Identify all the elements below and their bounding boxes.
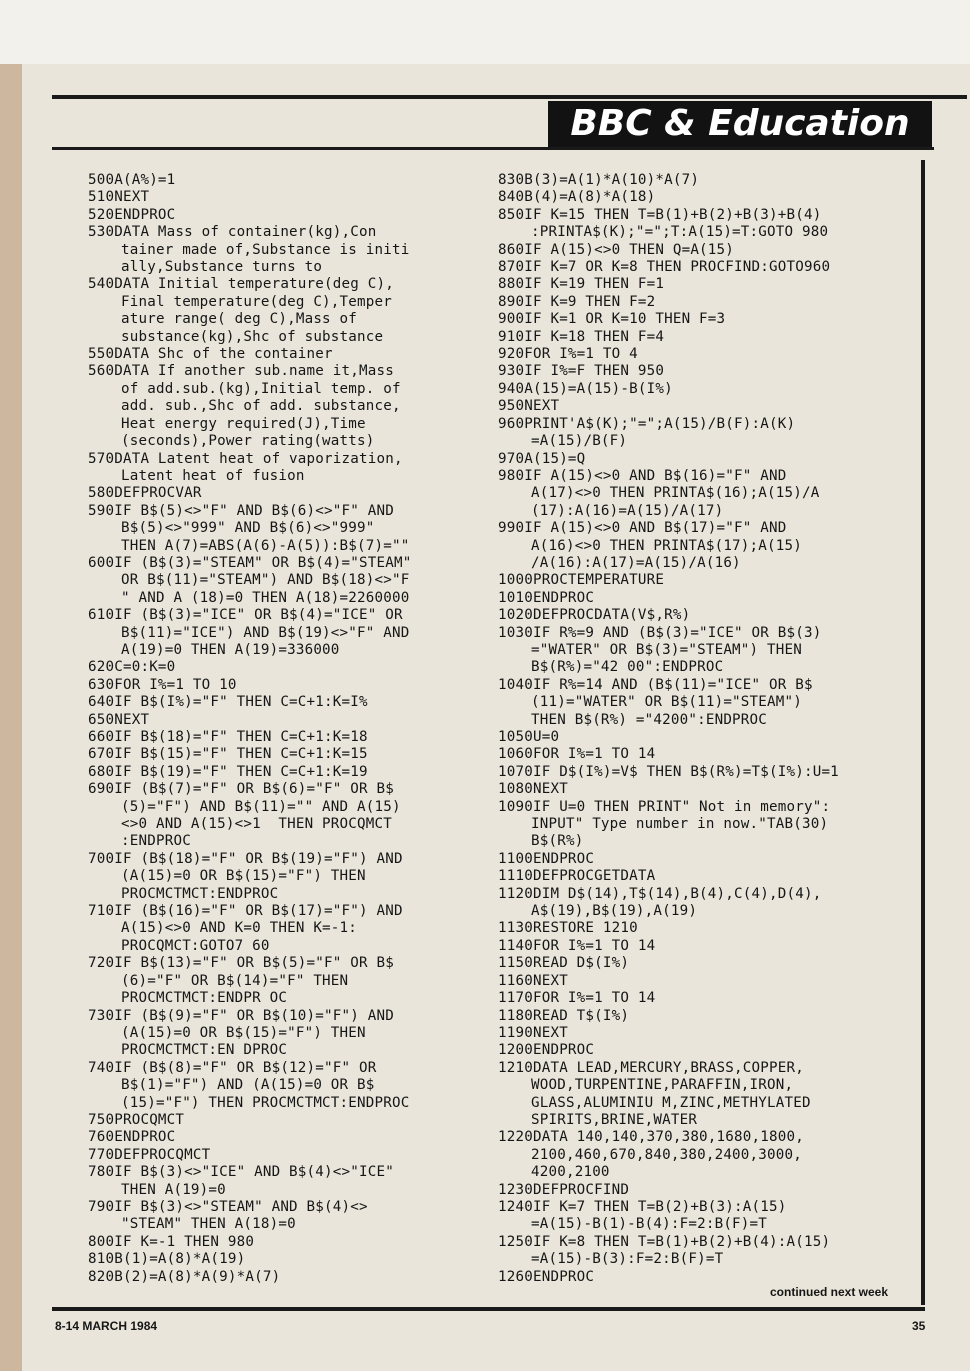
code-line: 610IF (B$(3)="ICE" OR B$(4)="ICE" OR bbox=[88, 607, 403, 624]
program-statement bbox=[498, 990, 908, 1007]
code-line: 670IF B$(15)="F" THEN C=C+1:K=15 bbox=[88, 746, 368, 763]
code-line: 1190NEXT bbox=[498, 1024, 568, 1041]
section-banner: BBC & Education bbox=[548, 101, 932, 147]
code-line: 680IF B$(19)="F" THEN C=C+1:K=19 bbox=[88, 763, 368, 780]
code-line: 1010ENDPROC bbox=[498, 589, 595, 606]
code-line: 860IF A(15)<>0 THEN Q=A(15) bbox=[498, 241, 735, 258]
program-statement bbox=[498, 468, 908, 520]
program-statement bbox=[498, 764, 908, 781]
code-line-continuation: 4200,2100 bbox=[531, 1164, 610, 1181]
page-number: 35 bbox=[912, 1319, 926, 1333]
code-line-continuation: (A(15)=0 OR B$(15)="F") THEN bbox=[121, 1024, 366, 1041]
program-statement bbox=[88, 451, 483, 486]
code-line-continuation: :ENDPROC bbox=[121, 833, 191, 850]
code-line: 1230DEFPROCFIND bbox=[498, 1181, 630, 1198]
code-line: 1200ENDPROC bbox=[498, 1042, 595, 1059]
program-statement bbox=[88, 764, 483, 781]
program-statement bbox=[498, 746, 908, 763]
code-line: 1170FOR I%=1 TO 14 bbox=[498, 990, 656, 1007]
program-statement bbox=[498, 311, 908, 328]
code-line-continuation: (11)="WATER" OR B$(11)="STEAM") bbox=[531, 694, 802, 711]
code-line-continuation: PROCMCTMCT:ENDPROC bbox=[121, 885, 279, 902]
page-top-margin bbox=[0, 0, 970, 64]
code-line: 1130RESTORE 1210 bbox=[498, 920, 638, 937]
program-statement bbox=[498, 346, 908, 363]
program-statement bbox=[498, 189, 908, 206]
code-line: 540DATA Initial temperature(deg C), bbox=[88, 276, 394, 293]
program-statement bbox=[88, 659, 483, 676]
code-line: 690IF (B$(7)="F" OR B$(6)="F" OR B$ bbox=[88, 781, 394, 798]
program-statement bbox=[88, 712, 483, 729]
code-line: 1070IF D$(I%)=V$ THEN B$(R%)=T$(I%):U=1 bbox=[498, 763, 839, 780]
program-statement bbox=[498, 207, 908, 242]
code-line: 1160NEXT bbox=[498, 972, 568, 989]
program-statement bbox=[88, 1060, 483, 1112]
program-statement bbox=[88, 224, 483, 276]
code-line-continuation: " AND A (18)=0 THEN A(18)=2260000 bbox=[121, 589, 410, 606]
program-statement bbox=[88, 1164, 483, 1199]
program-statement bbox=[498, 1025, 908, 1042]
code-line-continuation: A$(19),B$(19),A(19) bbox=[531, 903, 698, 920]
code-line: 560DATA If another sub.name it,Mass bbox=[88, 363, 394, 380]
program-statement bbox=[498, 242, 908, 259]
code-line: 960PRINT'A$(K);"=";A(15)/B(F):A(K) bbox=[498, 415, 796, 432]
code-line: 850IF K=15 THEN T=B(1)+B(2)+B(3)+B(4) bbox=[498, 206, 822, 223]
program-statement bbox=[498, 851, 908, 868]
code-line: 910IF K=18 THEN F=4 bbox=[498, 328, 665, 345]
code-line: 760ENDPROC bbox=[88, 1129, 176, 1146]
program-statement bbox=[88, 1199, 483, 1234]
continued-note: continued next week bbox=[770, 1285, 889, 1299]
program-statement bbox=[498, 1042, 908, 1059]
code-line: 720IF B$(13)="F" OR B$(5)="F" OR B$ bbox=[88, 955, 394, 972]
program-statement bbox=[88, 189, 483, 206]
code-line-continuation: ature range( deg C),Mass of bbox=[121, 311, 358, 328]
code-line-continuation: THEN A(19)=0 bbox=[121, 1181, 226, 1198]
program-statement bbox=[498, 607, 908, 624]
code-line-continuation: =A(15)-B(1)-B(4):F=2:B(F)=T bbox=[531, 1216, 768, 1233]
program-statement bbox=[498, 398, 908, 415]
program-statement bbox=[498, 416, 908, 451]
program-statement bbox=[88, 1129, 483, 1146]
code-line-continuation: INPUT" Type number in now."TAB(30) bbox=[531, 816, 829, 833]
code-line: 630FOR I%=1 TO 10 bbox=[88, 676, 237, 693]
program-statement bbox=[88, 746, 483, 763]
code-line: 990IF A(15)<>0 AND B$(17)="F" AND bbox=[498, 520, 787, 537]
program-statement bbox=[498, 920, 908, 937]
code-line: 940A(15)=A(15)-B(I%) bbox=[498, 380, 673, 397]
code-line-continuation: PROCMCTMCT:ENDPR OC bbox=[121, 990, 288, 1007]
code-line: 980IF A(15)<>0 AND B$(16)="F" AND bbox=[498, 467, 787, 484]
code-line: 1120DIM D$(14),T$(14),B(4),C(4),D(4), bbox=[498, 885, 822, 902]
program-statement bbox=[88, 1008, 483, 1060]
program-statement bbox=[498, 973, 908, 990]
code-line-continuation: A(15)<>0 AND K=0 THEN K=-1: bbox=[121, 920, 358, 937]
code-line-continuation: B$(R%)="42 00":ENDPROC bbox=[531, 659, 724, 676]
code-line: 780IF B$(3)<>"ICE" AND B$(4)<>"ICE" bbox=[88, 1164, 394, 1181]
code-line-continuation: 2100,460,670,840,380,2400,3000, bbox=[531, 1146, 802, 1163]
code-line: 620C=0:K=0 bbox=[88, 659, 176, 676]
code-line-continuation: WOOD,TURPENTINE,PARAFFIN,IRON, bbox=[531, 1077, 794, 1094]
code-line-continuation: "STEAM" THEN A(18)=0 bbox=[121, 1216, 296, 1233]
program-statement bbox=[88, 1269, 483, 1286]
program-statement bbox=[498, 938, 908, 955]
code-line-continuation: Heat energy required(J),Time bbox=[121, 415, 366, 432]
program-statement bbox=[498, 729, 908, 746]
program-statement bbox=[88, 1234, 483, 1251]
code-line: 1050U=0 bbox=[498, 729, 560, 745]
program-statement bbox=[498, 172, 908, 189]
code-line: 1220DATA 140,140,370,380,1680,1800, bbox=[498, 1129, 804, 1146]
code-line-continuation: (seconds),Power rating(watts) bbox=[121, 433, 375, 450]
code-line-continuation: A(17)<>0 THEN PRINTA$(16);A(15)/A bbox=[531, 485, 820, 502]
code-line-continuation: (15)="F") THEN PROCMCTMCT:ENDPROC bbox=[121, 1094, 410, 1111]
program-statement bbox=[88, 503, 483, 555]
code-line: 520ENDPROC bbox=[88, 206, 176, 223]
program-statement bbox=[88, 729, 483, 746]
program-statement bbox=[88, 1112, 483, 1129]
program-statement bbox=[498, 572, 908, 589]
program-statement bbox=[498, 259, 908, 276]
program-statement bbox=[498, 868, 908, 885]
code-line: 1000PROCTEMPERATURE bbox=[498, 572, 665, 589]
program-statement bbox=[498, 677, 908, 729]
code-line-continuation: <>0 AND A(15)<>1 THEN PROCQMCT bbox=[121, 816, 392, 833]
code-line-continuation: B$(1)="F") AND (A(15)=0 OR B$ bbox=[121, 1077, 375, 1094]
program-statement bbox=[88, 851, 483, 903]
code-line-continuation: ="WATER" OR B$(3)="STEAM") THEN bbox=[531, 641, 802, 658]
code-line: 1260ENDPROC bbox=[498, 1268, 595, 1285]
program-statement bbox=[88, 485, 483, 502]
code-line-continuation: =A(15)-B(3):F=2:B(F)=T bbox=[531, 1251, 724, 1268]
program-statement bbox=[88, 207, 483, 224]
code-line-continuation: A(19)=0 THEN A(19)=336000 bbox=[121, 641, 340, 658]
code-line-continuation: ally,Substance turns to bbox=[121, 259, 323, 276]
code-line: 1060FOR I%=1 TO 14 bbox=[498, 746, 656, 763]
code-line: 740IF (B$(8)="F" OR B$(12)="F" OR bbox=[88, 1059, 377, 1076]
code-line: 730IF (B$(9)="F" OR B$(10)="F") AND bbox=[88, 1007, 394, 1024]
code-line: 600IF (B$(3)="STEAM" OR B$(4)="STEAM" bbox=[88, 554, 412, 571]
code-line: 1030IF R%=9 AND (B$(3)="ICE" OR B$(3) bbox=[498, 624, 822, 641]
program-statement bbox=[498, 590, 908, 607]
code-line-continuation: GLASS,ALUMINIU M,ZINC,METHYLATED bbox=[531, 1094, 811, 1111]
code-line-continuation: (17):A(16)=A(15)/A(17) bbox=[531, 502, 724, 519]
program-statement bbox=[498, 1182, 908, 1199]
banner-rule bbox=[52, 147, 934, 150]
program-statement bbox=[88, 1251, 483, 1268]
code-line: 1150READ D$(I%) bbox=[498, 955, 630, 972]
program-listing-right-column bbox=[498, 172, 908, 1286]
code-line: 750PROCQMCT bbox=[88, 1111, 185, 1128]
code-line-continuation: THEN B$(R%) ="4200":ENDPROC bbox=[531, 711, 768, 728]
code-line-continuation: Final temperature(deg C),Temper bbox=[121, 293, 392, 310]
program-statement bbox=[88, 903, 483, 955]
code-line: 970A(15)=Q bbox=[498, 450, 586, 467]
code-line: 880IF K=19 THEN F=1 bbox=[498, 276, 665, 293]
code-line-continuation: PROCQMCT:GOTO7 60 bbox=[121, 937, 270, 954]
program-statement bbox=[88, 172, 483, 189]
code-line: 890IF K=9 THEN F=2 bbox=[498, 293, 656, 310]
code-line: 920FOR I%=1 TO 4 bbox=[498, 346, 638, 363]
code-line-continuation: (A(15)=0 OR B$(15)="F") THEN bbox=[121, 868, 366, 885]
code-line: 1140FOR I%=1 TO 14 bbox=[498, 937, 656, 954]
code-line: 590IF B$(5)<>"F" AND B$(6)<>"F" AND bbox=[88, 502, 394, 519]
program-statement bbox=[498, 381, 908, 398]
code-line-continuation: B$(11)="ICE") AND B$(19)<>"F" AND bbox=[121, 624, 410, 641]
binding-edge bbox=[0, 64, 22, 1371]
code-line: 550DATA Shc of the container bbox=[88, 346, 333, 363]
program-statement bbox=[88, 363, 483, 450]
code-line: 840B(4)=A(8)*A(18) bbox=[498, 189, 656, 206]
program-statement bbox=[498, 955, 908, 972]
code-line: 580DEFPROCVAR bbox=[88, 485, 202, 502]
program-statement bbox=[88, 276, 483, 346]
program-statement bbox=[498, 1234, 908, 1269]
code-line: 710IF (B$(16)="F" OR B$(17)="F") AND bbox=[88, 903, 403, 920]
code-line-continuation: Latent heat of fusion bbox=[121, 467, 305, 484]
code-line-continuation: A(16)<>0 THEN PRINTA$(17);A(15) bbox=[531, 537, 802, 554]
code-line-continuation: PROCMCTMCT:EN DPROC bbox=[121, 1042, 288, 1059]
code-line: 1080NEXT bbox=[498, 781, 568, 798]
code-line: 830B(3)=A(1)*A(10)*A(7) bbox=[498, 172, 700, 188]
code-line-continuation: :PRINTA$(K);"=";T:A(15)=T:GOTO 980 bbox=[531, 224, 829, 241]
code-line-continuation: SPIRITS,BRINE,WATER bbox=[531, 1111, 698, 1128]
code-line: 1100ENDPROC bbox=[498, 850, 595, 867]
program-statement bbox=[498, 1269, 908, 1286]
code-line-continuation: of add.sub.(kg),Initial temp. of bbox=[121, 380, 401, 397]
code-line-continuation: B$(5)<>"999" AND B$(6)<>"999" bbox=[121, 520, 375, 537]
code-line: 640IF B$(I%)="F" THEN C=C+1:K=I% bbox=[88, 694, 368, 711]
code-line: 950NEXT bbox=[498, 398, 560, 415]
program-statement bbox=[88, 694, 483, 711]
code-line: 1090IF U=0 THEN PRINT" Not in memory": bbox=[498, 798, 831, 815]
code-line: 700IF (B$(18)="F" OR B$(19)="F") AND bbox=[88, 850, 403, 867]
code-line: 930IF I%=F THEN 950 bbox=[498, 363, 665, 380]
code-line: 1110DEFPROCGETDATA bbox=[498, 868, 656, 885]
program-statement bbox=[498, 1129, 908, 1181]
program-statement bbox=[498, 363, 908, 380]
code-line: 1250IF K=8 THEN T=B(1)+B(2)+B(4):A(15) bbox=[498, 1233, 831, 1250]
code-line-continuation: B$(R%) bbox=[531, 833, 584, 850]
code-line-continuation: OR B$(11)="STEAM") AND B$(18)<>"F bbox=[121, 572, 410, 589]
program-statement bbox=[88, 781, 483, 851]
program-statement bbox=[498, 625, 908, 677]
program-statement bbox=[498, 276, 908, 293]
code-line-continuation: (6)="F" OR B$(14)="F" THEN bbox=[121, 972, 349, 989]
program-statement bbox=[498, 294, 908, 311]
code-line: 810B(1)=A(8)*A(19) bbox=[88, 1251, 246, 1268]
code-line: 900IF K=1 OR K=10 THEN F=3 bbox=[498, 311, 726, 328]
code-line-continuation: add. sub.,Shc of add. substance, bbox=[121, 398, 401, 415]
code-line-continuation: /A(16):A(17)=A(15)/A(16) bbox=[531, 554, 741, 571]
code-line: 870IF K=7 OR K=8 THEN PROCFIND:GOTO960 bbox=[498, 259, 831, 276]
program-statement bbox=[88, 346, 483, 363]
code-line: 530DATA Mass of container(kg),Con bbox=[88, 224, 377, 241]
program-statement bbox=[88, 1147, 483, 1164]
program-statement bbox=[88, 607, 483, 659]
code-line-continuation: substance(kg),Shc of substance bbox=[121, 328, 384, 345]
program-statement bbox=[88, 677, 483, 694]
code-line: 660IF B$(18)="F" THEN C=C+1:K=18 bbox=[88, 729, 368, 745]
program-listing-left-column bbox=[88, 172, 483, 1286]
program-statement bbox=[498, 886, 908, 921]
issue-date: 8-14 MARCH 1984 bbox=[55, 1319, 158, 1333]
program-statement bbox=[88, 555, 483, 607]
code-line: 820B(2)=A(8)*A(9)*A(7) bbox=[88, 1268, 281, 1285]
program-statement bbox=[498, 781, 908, 798]
code-line: 800IF K=-1 THEN 980 bbox=[88, 1233, 255, 1250]
code-line-continuation: =A(15)/B(F) bbox=[531, 433, 628, 450]
code-line: 570DATA Latent heat of vaporization, bbox=[88, 450, 403, 467]
header-rule bbox=[52, 95, 967, 99]
code-line: 790IF B$(3)<>"STEAM" AND B$(4)<> bbox=[88, 1198, 368, 1215]
code-line: 1180READ T$(I%) bbox=[498, 1007, 630, 1024]
column-border-right bbox=[921, 160, 925, 1305]
code-line: 770DEFPROCQMCT bbox=[88, 1146, 211, 1163]
code-line: 650NEXT bbox=[88, 711, 150, 728]
program-statement bbox=[498, 1060, 908, 1130]
program-statement bbox=[498, 329, 908, 346]
code-line-continuation: (5)="F") AND B$(11)="" AND A(15) bbox=[121, 798, 401, 815]
program-statement bbox=[498, 451, 908, 468]
program-statement bbox=[498, 520, 908, 572]
code-line: 1210DATA LEAD,MERCURY,BRASS,COPPER, bbox=[498, 1059, 804, 1076]
code-line: 1020DEFPROCDATA(V$,R%) bbox=[498, 607, 691, 624]
program-statement bbox=[498, 799, 908, 851]
program-statement bbox=[498, 1008, 908, 1025]
code-line: 510NEXT bbox=[88, 189, 150, 206]
code-line-continuation: THEN A(7)=ABS(A(6)-A(5)):B$(7)="" bbox=[121, 537, 410, 554]
program-statement bbox=[88, 955, 483, 1007]
program-statement bbox=[498, 1199, 908, 1234]
code-line-continuation: tainer made of,Substance is initi bbox=[121, 241, 410, 258]
code-line: 1040IF R%=14 AND (B$(11)="ICE" OR B$ bbox=[498, 676, 813, 693]
code-line: 500A(A%)=1 bbox=[88, 172, 176, 188]
code-line: 1240IF K=7 THEN T=B(2)+B(3):A(15) bbox=[498, 1198, 787, 1215]
footer-rule bbox=[52, 1307, 925, 1311]
